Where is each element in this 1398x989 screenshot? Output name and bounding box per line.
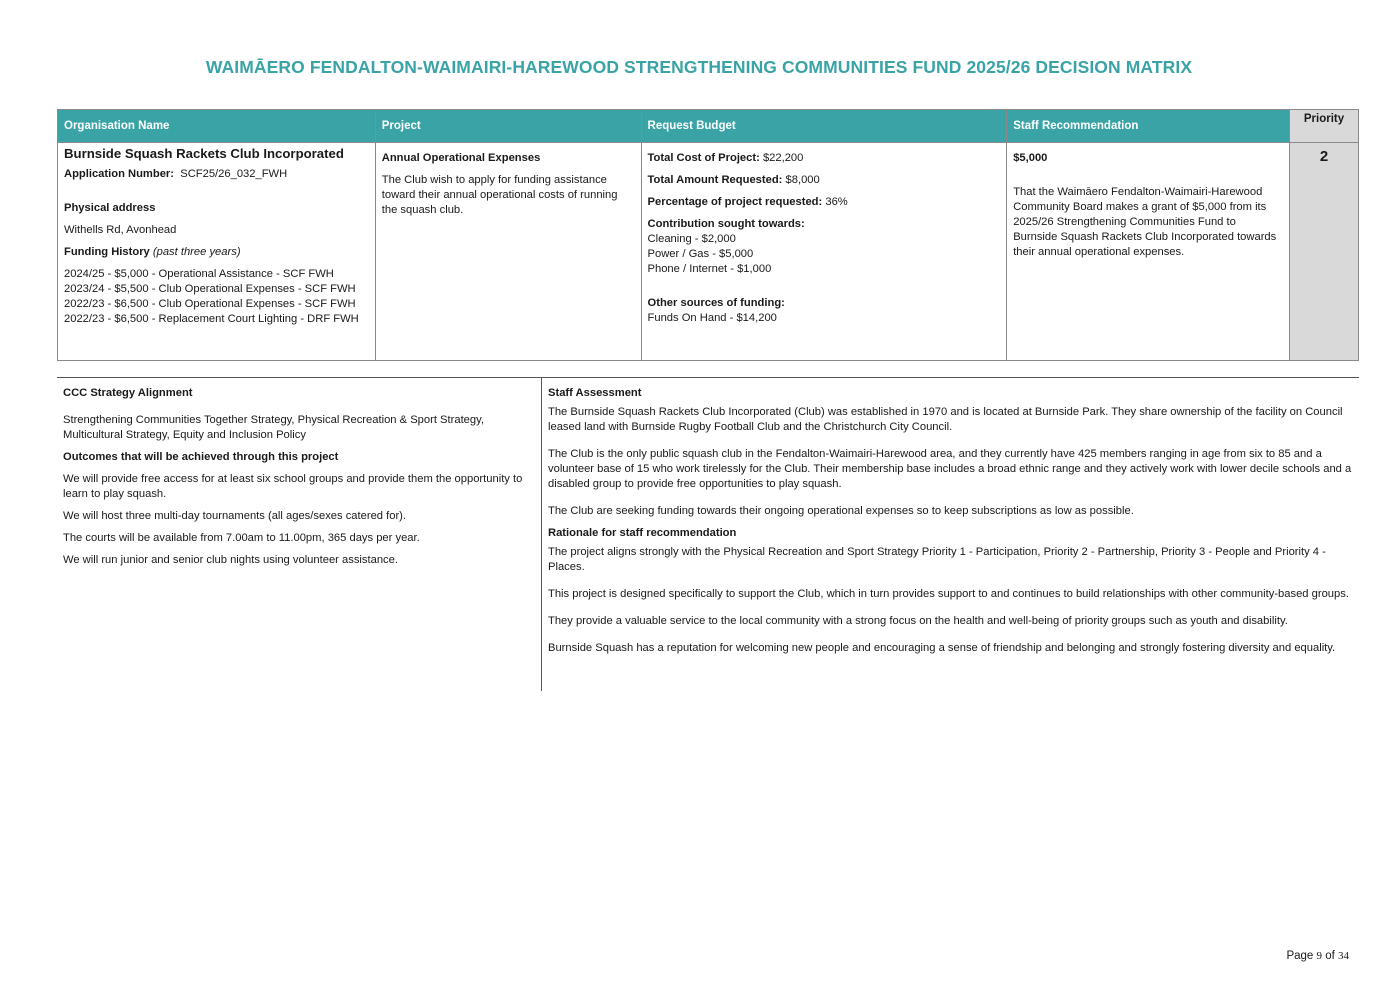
priority-value: 2: [1289, 143, 1358, 361]
staff-assessment-column: [548, 386, 1354, 656]
rationale-paragraph: Burnside Squash has a reputation for welcoming new people and encouraging a sense of friendship and belonging and strongly fostering diversity and equality.: [548, 642, 1336, 654]
assessment-paragraph: The Club is the only public squash club in the Fendalton-Waimairi-Harewood area, and they currently have 425 members ranging in age from six to 85 and a volunteer base of 15 who work tirelessly for the Club. Their membership base includes a broad ethnic range and they actively work with lower decile schools and a disabled group to provide free opportunities to play squash.: [548, 448, 1352, 490]
total-cost-label: Total Cost of Project:: [647, 152, 760, 164]
total-pages: 34: [1338, 950, 1349, 962]
total-cost-value: $22,200: [762, 152, 804, 164]
project-description: The Club wish to apply for funding assistance toward their annual operational costs of running the squash club.: [381, 174, 618, 216]
list-item: The courts will be available from 7.00am to 11.00pm, 365 days per year.: [63, 532, 420, 544]
assessment-section: [57, 377, 1359, 691]
header-project: Project: [375, 110, 641, 143]
table-header-row: [58, 110, 1359, 143]
column-divider: [541, 378, 542, 691]
assessment-paragraph: The Club are seeking funding towards their ongoing operational expenses so to keep subscriptions as low as possible.: [548, 505, 1134, 517]
page-footer: [1286, 950, 1349, 962]
page-label: Page: [1286, 950, 1314, 962]
rationale-paragraph: They provide a valuable service to the local community with a strong focus on the health and well-being of priority groups such as youth and disability.: [548, 615, 1288, 627]
percentage-label: Percentage of project requested:: [647, 196, 823, 208]
organisation-cell: [58, 143, 376, 361]
table-row: [58, 143, 1359, 361]
funding-history-label: Funding History: [64, 246, 150, 258]
physical-address-label: Physical address: [64, 202, 156, 214]
list-item: We will provide free access for at least six school groups and provide them the opportunity to learn to play squash.: [63, 473, 523, 500]
budget-cell: [641, 143, 1007, 361]
decision-matrix-table: [57, 109, 1359, 361]
header-organisation-name: Organisation Name: [58, 110, 376, 143]
list-item: Cleaning - $2,000: [647, 233, 736, 245]
header-priority: Priority: [1289, 110, 1358, 143]
header-staff-recommendation: Staff Recommendation: [1007, 110, 1290, 143]
total-requested-value: $8,000: [785, 174, 820, 186]
strategy-alignment-label: CCC Strategy Alignment: [63, 387, 193, 399]
other-sources-value: Funds On Hand - $14,200: [647, 312, 777, 324]
project-cell: [375, 143, 641, 361]
organisation-name: Burnside Squash Rackets Club Incorporated: [64, 146, 344, 161]
funding-history-list: [64, 267, 369, 327]
other-sources-label: Other sources of funding:: [647, 297, 785, 309]
total-requested-label: Total Amount Requested:: [647, 174, 783, 186]
list-item: Phone / Internet - $1,000: [647, 263, 772, 275]
application-number-label: Application Number:: [64, 168, 175, 180]
project-title: Annual Operational Expenses: [381, 152, 541, 164]
staff-recommendation-cell: [1007, 143, 1290, 361]
rationale-paragraph: The project aligns strongly with the Physical Recreation and Sport Strategy Priority 1 - Participation, Priority 2 - Partnership, Priority 3 - People and Priority 4 - Places.: [548, 546, 1326, 573]
list-item: We will host three multi-day tournaments (all ages/sexes catered for).: [63, 510, 407, 522]
list-item: 2024/25 - $5,000 - Operational Assistance - SCF FWH: [64, 268, 334, 280]
percentage-value: 36%: [825, 196, 848, 208]
recommendation-text: That the Waimāero Fendalton-Waimairi-Harewood Community Board makes a grant of $5,000 from its 2025/26 Strengthening Communities Fund to Burnside Squash Rackets Club Incorporated towards their annual operational expenses.: [1013, 186, 1277, 258]
application-number: SCF25/26_032_FWH: [180, 168, 288, 180]
list-item: 2022/23 - $6,500 - Club Operational Expenses - SCF FWH: [64, 298, 356, 310]
page-number: 9: [1316, 950, 1322, 962]
strategy-column: [63, 386, 533, 568]
funding-history-note: (past three years): [152, 246, 241, 258]
header-request-budget: Request Budget: [641, 110, 1007, 143]
rationale-paragraph: This project is designed specifically to support the Club, which in turn provides support to and continues to build relationships with other community-based groups.: [548, 588, 1349, 600]
assessment-paragraph: The Burnside Squash Rackets Club Incorporated (Club) was established in 1970 and is located at Burnside Park. They share ownership of the facility on Council leased land with Burnside Rugby Football Club and the Christchurch City Council.: [548, 406, 1343, 433]
staff-assessment-label: Staff Assessment: [548, 387, 642, 399]
rationale-label: Rationale for staff recommendation: [548, 527, 737, 539]
list-item: 2022/23 - $6,500 - Replacement Court Lighting - DRF FWH: [64, 313, 359, 325]
page-title: WAIMĀERO FENDALTON-WAIMAIRI-HAREWOOD STRENGTHENING COMMUNITIES FUND 2025/26 DECISION MATRIX: [205, 57, 1193, 77]
list-item: 2023/24 - $5,500 - Club Operational Expenses - SCF FWH: [64, 283, 356, 295]
list-item: We will run junior and senior club nights using volunteer assistance.: [63, 554, 398, 566]
strategy-alignment-text: Strengthening Communities Together Strategy, Physical Recreation & Sport Strategy, Multicultural Strategy, Equity and Inclusion Policy: [63, 414, 484, 441]
of-label: of: [1325, 950, 1335, 962]
recommended-amount: $5,000: [1013, 152, 1048, 164]
list-item: Power / Gas - $5,000: [647, 248, 754, 260]
contribution-label: Contribution sought towards:: [647, 218, 805, 230]
outcomes-label: Outcomes that will be achieved through this project: [63, 451, 339, 463]
physical-address: Withells Rd, Avonhead: [64, 224, 177, 236]
